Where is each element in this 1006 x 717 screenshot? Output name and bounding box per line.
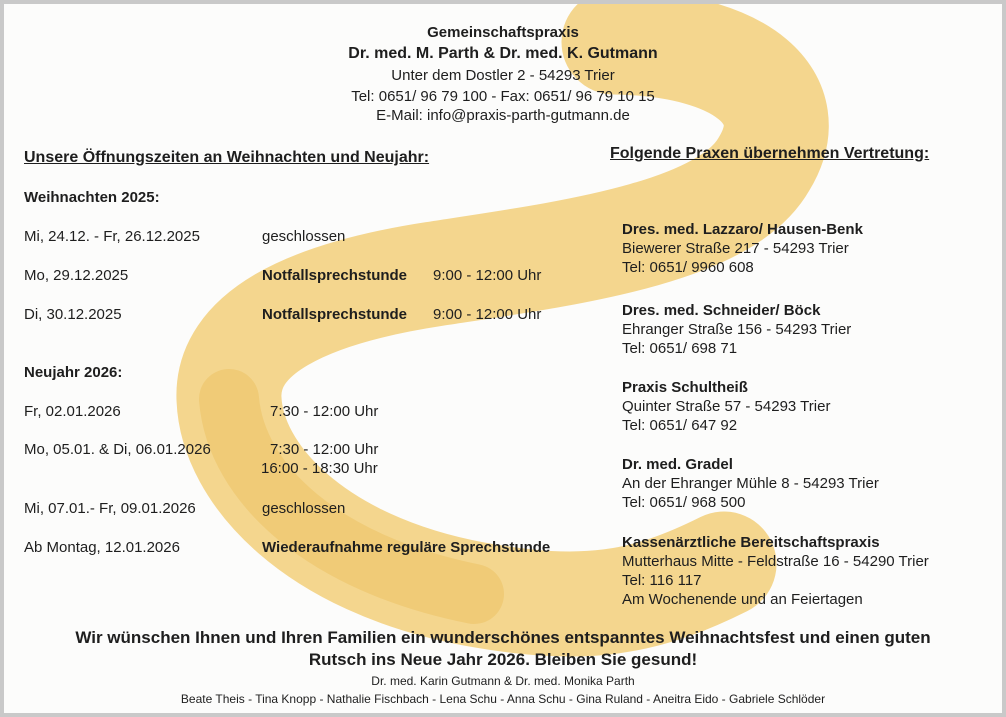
substitute-practice [622,301,851,358]
practice-title: Gemeinschaftspraxis [427,24,579,41]
newyear-value: 7:30 - 12:00 Uhr [270,403,379,420]
substitute-practice [622,533,929,609]
substitute-practice [622,220,863,277]
practice-name: Dr. med. Gradel [622,456,733,473]
practice-name: Kassenärztliche Bereitschaftspraxis [622,534,880,551]
christmas-status: Notfallsprechstunde [262,306,408,323]
substitute-practice [622,378,830,435]
christmas-heading: Weihnachten 2025: [24,189,160,206]
practice-address: Biewerer Straße 217 - 54293 Trier [622,240,849,257]
practice-name: Praxis Schultheiß [622,379,748,396]
practice-address: An der Ehranger Mühle 8 - 54293 Trier [622,475,879,492]
christmas-time: 9:00 - 12:00 Uhr [433,267,542,284]
practice-phone: Tel: 116 117 [622,572,702,589]
newyear-value: Wiederaufnahme reguläre Sprechstunde [262,539,551,556]
practice-phone: Tel: 0651/ 647 92 [622,417,738,434]
phone-fax-line: Tel: 0651/ 96 79 100 - Fax: 0651/ 96 79 10 15 [351,88,655,105]
practice-phone: Tel: 0651/ 698 71 [622,340,738,357]
doctors-line: Dr. med. M. Parth & Dr. med. K. Gutmann [348,45,658,62]
practice-phone: Tel: 0651/ 968 500 [622,494,746,511]
newyear-date: Fr, 02.01.2026 [24,403,121,420]
newyear-date: Mo, 05.01. & Di, 06.01.2026 [24,441,211,458]
newyear-value-2: 16:00 - 18:30 Uhr [261,460,378,477]
christmas-status: Notfallsprechstunde [262,267,408,284]
address-line: Unter dem Dostler 2 - 54293 Trier [391,67,615,84]
closing-line-2: Rutsch ins Neue Jahr 2026. Bleiben Sie gesund! [308,650,698,669]
substitutes-heading: Folgende Praxen übernehmen Vertretung: [610,145,930,162]
newyear-date: Ab Montag, 12.01.2026 [24,539,180,556]
practice-address: Ehranger Straße 156 - 54293 Trier [622,321,852,338]
substitute-practice [622,455,879,512]
christmas-status: geschlossen [262,228,346,245]
footer-staff: Beate Theis - Tina Knopp - Nathalie Fischbach - Lena Schu - Anna Schu - Gina Ruland - Aneitra Eido - Gabriele Schlöder [180,692,826,706]
newyear-heading: Neujahr 2026: [24,364,123,381]
newyear-value: geschlossen [262,500,346,517]
closing-line-1: Wir wünschen Ihnen und Ihren Familien ein wunderschönes entspanntes Weihnachtsfest und einen guten [75,628,931,647]
practice-address: Mutterhaus Mitte - Feldstraße 16 - 54290 Trier [622,553,929,570]
christmas-date: Mo, 29.12.2025 [24,267,129,284]
notice-card [4,4,1002,713]
practice-name: Dres. med. Lazzaro/ Hausen-Benk [622,221,863,238]
footer-doctors: Dr. med. Karin Gutmann & Dr. med. Monika Parth [371,674,635,688]
hours-heading: Unsere Öffnungszeiten an Weihnachten und Neujahr: [24,149,430,166]
christmas-time: 9:00 - 12:00 Uhr [433,306,542,323]
christmas-date: Mi, 24.12. - Fr, 26.12.2025 [24,228,200,245]
practice-name: Dres. med. Schneider/ Böck [622,302,821,319]
newyear-date: Mi, 07.01.- Fr, 09.01.2026 [24,500,196,517]
email-line: E-Mail: info@praxis-parth-gutmann.de [376,107,630,124]
practice-address: Quinter Straße 57 - 54293 Trier [622,398,831,415]
practice-note: Am Wochenende und an Feiertagen [622,591,863,608]
newyear-value: 7:30 - 12:00 Uhr [270,441,379,458]
practice-phone: Tel: 0651/ 9960 608 [622,259,754,276]
christmas-date: Di, 30.12.2025 [24,306,122,323]
